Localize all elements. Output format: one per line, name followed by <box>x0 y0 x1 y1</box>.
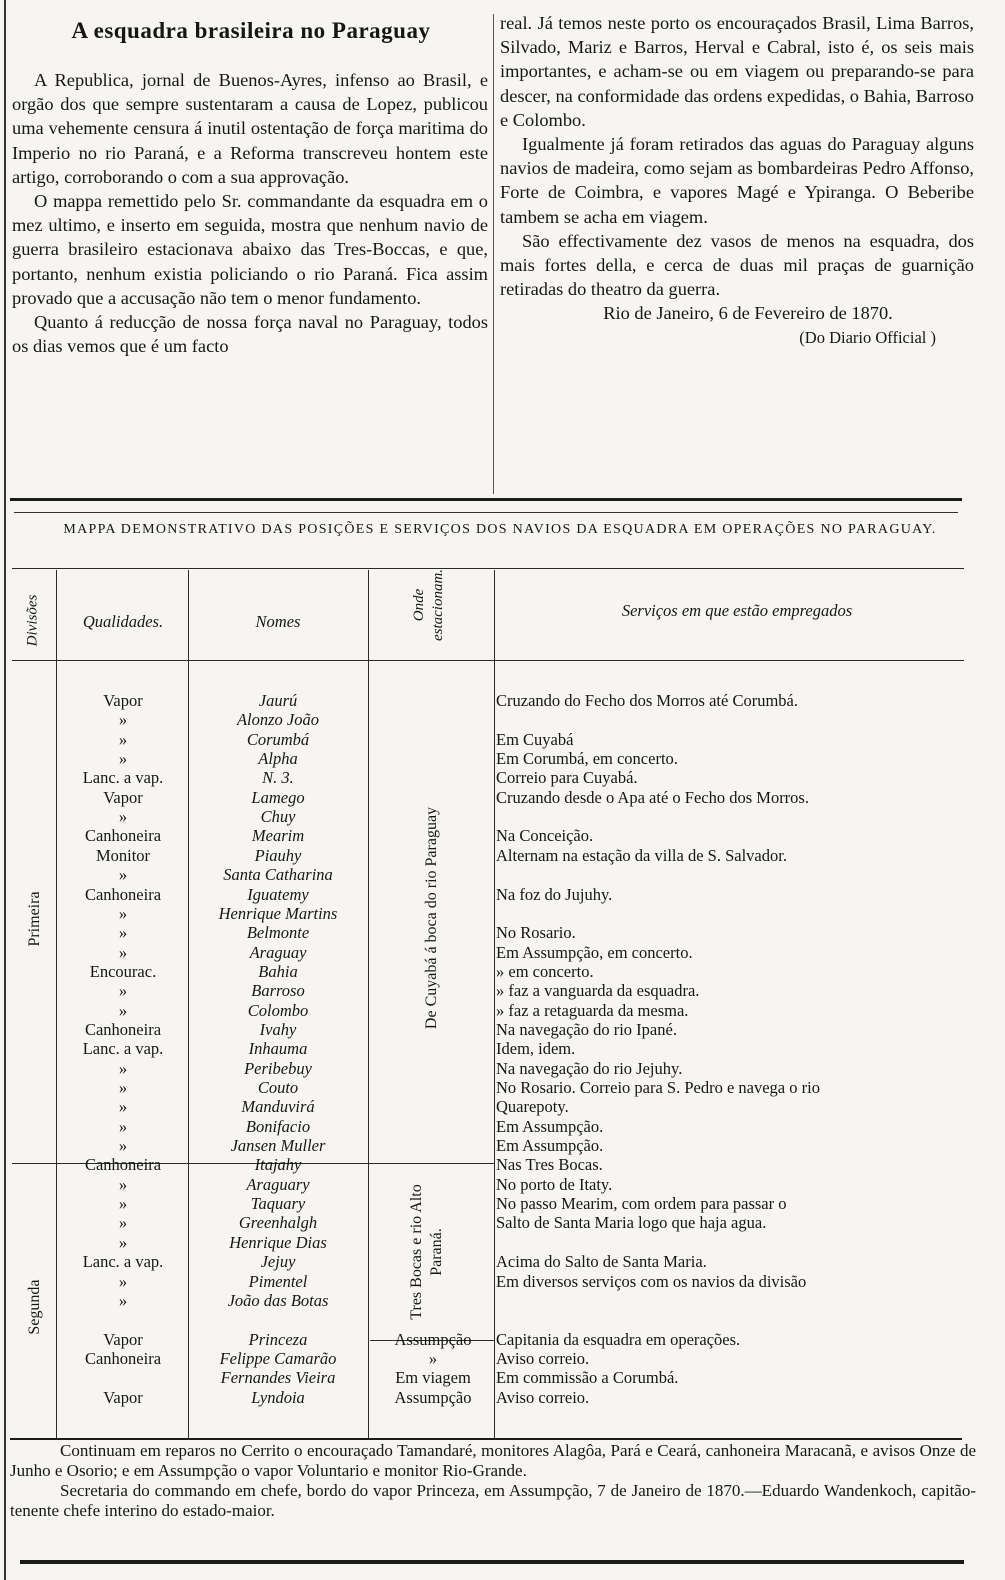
servico-cell: Em Assumpção. <box>496 1136 604 1156</box>
qualidade-cell: » <box>118 923 128 943</box>
nome-cell: Barroso <box>251 981 305 1001</box>
table-row <box>0 710 980 729</box>
table-row <box>0 1194 980 1213</box>
servico-cell: Quarepoty. <box>496 1097 569 1117</box>
qualidade-cell: » <box>118 903 128 923</box>
table-row <box>0 865 980 884</box>
servico-cell: Em Corumbá, em concerto. <box>496 749 678 769</box>
table-row <box>0 749 980 768</box>
nome-cell: Lyndoia <box>251 1387 305 1407</box>
servico-cell: » faz a retaguarda da mesma. <box>496 1000 689 1020</box>
article-paragraph: São effectivamente dez vasos de menos na esquadra, dos mais fortes della, e cerca de duas mil praças de guarnição retiradas do theatro da guerra. <box>500 230 974 300</box>
qualidade-cell: » <box>118 1194 128 1214</box>
table-row <box>0 826 980 845</box>
article-paragraph: Quanto á reducção de nossa força naval no Paraguay, todos os dias vemos que é um facto <box>12 312 488 357</box>
table-row <box>0 807 980 826</box>
servico-cell: Na navegação do rio Jejuhy. <box>496 1058 683 1078</box>
servico-cell: No passo Mearim, com ordem para passar o <box>496 1194 787 1214</box>
article-paragraph: Igualmente já foram retirados das aguas do Paraguay alguns navios de madeira, como sejam as bombardeiras Pedro Affonso, Forte de Coimbra, e vapores Magé e Ypiranga. O Beberibe tambem se acha em viagem. <box>500 134 974 227</box>
nome-cell: Couto <box>257 1078 299 1097</box>
nome-cell: Alonzo João <box>236 710 320 730</box>
table-row <box>0 1020 980 1039</box>
table-row <box>0 846 980 865</box>
table-row <box>0 1078 980 1097</box>
footer-notes <box>10 1441 976 1521</box>
table-row <box>0 1136 980 1155</box>
servico-cell: Em Assumpção. <box>496 1116 604 1136</box>
nome-cell: Chuy <box>260 807 296 827</box>
table-row <box>0 1059 980 1078</box>
estacao-cell: Assumpção <box>394 1329 472 1349</box>
nome-cell: Felippe Camarão <box>219 1348 337 1368</box>
header-servicos: Serviços em que estão empregados <box>621 601 853 620</box>
servico-cell: Em commissão a Corumbá. <box>496 1368 679 1388</box>
header-nomes: Nomes <box>255 612 301 631</box>
table-row <box>0 1155 980 1174</box>
nome-cell: Henrique Dias <box>229 1232 327 1252</box>
article-paragraph: real. Já temos neste porto os encouraçados Brasil, Lima Barros, Silvado, Mariz e Barros, Herval e Cabral, isto é, os seis mais importantes, e acham-se ou em viagem ou preparando-se para descer, na conformidade das ordens expedidas, o Bahia, Barroso e Colombo. <box>500 13 974 130</box>
column-divider <box>493 14 494 494</box>
qualidade-cell: » <box>118 1232 128 1252</box>
table-row <box>0 904 980 923</box>
servico-cell: Capitania da esquadra em operações. <box>496 1329 741 1349</box>
header-divisoes: Divisões <box>24 594 41 647</box>
table-row <box>0 981 980 1000</box>
table-row <box>0 1175 980 1194</box>
nome-cell: Pimentel <box>248 1271 308 1291</box>
nome-cell: Araguay <box>249 942 307 962</box>
estacao-cell: Em viagem <box>395 1368 471 1388</box>
table-row <box>0 885 980 904</box>
nome-cell: Bahia <box>258 961 298 981</box>
table-row <box>0 962 980 981</box>
footer-paragraph: Continuam em reparos no Cerrito o encouraçado Tamandaré, monitores Alagôa, Pará e Ceará, canhoneira Maracanã, e avisos Onze de Junho e Osorio; e em Assumpção o vapor Voluntario e monitor Rio-Grande. <box>10 1441 976 1480</box>
servico-cell: Em Assumpção, em concerto. <box>496 942 693 962</box>
qualidade-cell: » <box>118 807 128 827</box>
table-row <box>0 1291 980 1310</box>
qualidade-cell: » <box>118 1174 128 1194</box>
article-title: A esquadra brasileira no Paraguay <box>71 18 431 43</box>
nome-cell: Araguary <box>246 1174 310 1194</box>
nome-cell: Ivahy <box>259 1019 297 1039</box>
qualidade-cell: » <box>118 1136 128 1156</box>
table-header-rule <box>12 660 964 661</box>
qualidade-cell: Canhoneira <box>84 1348 162 1368</box>
article-paragraph: A Republica, jornal de Buenos-Ayres, infenso ao Brasil, e orgão dos que sempre sustentaram a causa de Lopez, publicou uma vehemente censura á inutil ostentação de força maritima do Imperio no rio Paraná, e a Reforma transcreveu hontem este artigo, corroborando o com a sua approvação. <box>12 70 488 187</box>
qualidade-cell: Lanc. a vap. <box>82 1252 164 1272</box>
servico-cell: Em diversos serviços com os navios da divisão <box>496 1271 807 1291</box>
servico-cell: Aviso correio. <box>496 1348 590 1368</box>
servico-cell: Aviso correio. <box>496 1387 590 1407</box>
nome-cell: Princeza <box>248 1329 308 1349</box>
qualidade-cell: » <box>118 1000 128 1020</box>
qualidade-cell: » <box>118 1097 128 1117</box>
article-dateline: Rio de Janeiro, 6 de Fevereiro de 1870. <box>603 303 893 324</box>
qualidade-cell: Canhoneira <box>84 1019 162 1039</box>
nome-cell: Jejuy <box>260 1252 296 1272</box>
table-row <box>0 1310 980 1329</box>
qualidade-cell: Canhoneira <box>84 884 162 904</box>
qualidade-cell: » <box>118 749 128 769</box>
table-row <box>0 1349 980 1368</box>
article-left-column <box>12 68 488 358</box>
table-row <box>0 1368 980 1387</box>
qualidade-cell: » <box>118 865 128 885</box>
servico-cell: No Rosario. <box>496 923 576 943</box>
nome-cell: Belmonte <box>246 923 310 943</box>
station-primeira: De Cuyabá á boca do rio Paraguay <box>423 806 440 1030</box>
qualidade-cell: Lanc. a vap. <box>82 1039 164 1059</box>
table-row <box>0 943 980 962</box>
nome-cell: Mearim <box>251 826 305 846</box>
nome-cell: Peribebuy <box>244 1058 312 1078</box>
nome-cell: Inhauma <box>248 1039 308 1059</box>
nome-cell: Itajahy <box>254 1155 302 1175</box>
section-rule-thin <box>14 512 958 513</box>
footer-paragraph: Secretaria do commando em chefe, bordo do vapor Princeza, em Assumpção, 7 de Janeiro de 1870.—Eduardo Wandenkoch, capitão-tenente chefe interino do estado-maior. <box>10 1481 976 1520</box>
qualidade-cell: » <box>118 1271 128 1291</box>
division-segunda: Segunda <box>26 1279 43 1335</box>
table-title: MAPPA DEMONSTRATIVO DAS POSIÇÕES E SERVIÇOS DOS NAVIOS DA ESQUADRA EM OPERAÇÕES NO PARAGUAY. <box>63 522 937 537</box>
nome-cell: Greenhalgh <box>238 1213 318 1233</box>
servico-cell: Alternam na estação da villa de S. Salvador. <box>496 845 787 865</box>
table-row <box>0 691 980 710</box>
division-primeira: Primeira <box>26 891 43 947</box>
table-row <box>0 1097 980 1116</box>
servico-cell: Acima do Salto de Santa Maria. <box>496 1252 707 1272</box>
nome-cell: Jaurú <box>258 691 298 710</box>
nome-cell: Lamego <box>251 787 305 807</box>
qualidade-cell: Canhoneira <box>84 1155 162 1175</box>
station-segunda: Tres Bocas e rio Alto Paraná. <box>408 1184 445 1320</box>
qualidade-cell: Vapor <box>103 691 143 710</box>
section-rule <box>10 498 962 501</box>
estacao-cell: Assumpção <box>394 1387 472 1407</box>
nome-cell: Piauhy <box>254 845 302 865</box>
qualidade-cell: Monitor <box>95 845 151 865</box>
qualidade-cell: Encourac. <box>89 961 157 981</box>
table-row <box>0 1039 980 1058</box>
servico-cell: Na navegação do rio Ipané. <box>496 1019 677 1039</box>
qualidade-cell: Canhoneira <box>84 826 162 846</box>
servico-cell: No Rosario. Correio para S. Pedro e navega o rio <box>496 1078 820 1097</box>
table-row <box>0 1252 980 1271</box>
qualidade-cell: » <box>118 1078 128 1097</box>
table-row <box>0 1213 980 1232</box>
servico-cell: Em Cuyabá <box>496 729 574 749</box>
header-onde: Onde estacionam. <box>411 568 446 642</box>
qualidade-cell: » <box>118 942 128 962</box>
servico-cell: » faz a vanguarda da esquadra. <box>496 981 700 1001</box>
qualidade-cell: » <box>118 1290 128 1310</box>
nome-cell: João das Botas <box>227 1290 329 1310</box>
header-qualidades: Qualidades. <box>82 612 164 631</box>
table-row <box>0 768 980 787</box>
nome-cell: Manduvirá <box>241 1097 315 1117</box>
nome-cell: Henrique Martins <box>218 903 338 923</box>
qualidade-cell: » <box>118 1058 128 1078</box>
qualidade-cell: Vapor <box>103 1329 143 1349</box>
nome-cell: Bonifacio <box>245 1116 311 1136</box>
qualidade-cell: » <box>118 1116 128 1136</box>
table-row <box>0 1388 980 1407</box>
nome-cell: Alpha <box>258 749 298 769</box>
page-bottom-rule <box>20 1560 964 1564</box>
servico-cell: Correio para Cuyabá. <box>496 768 638 788</box>
servico-cell: Na foz do Jujuhy. <box>496 884 613 904</box>
article-source: (Do Diario Official ) <box>799 327 936 347</box>
table-row <box>0 1117 980 1136</box>
table-row <box>0 1233 980 1252</box>
servico-cell: Salto de Santa Maria logo que haja agua. <box>496 1213 767 1233</box>
servico-cell: Cruzando do Fecho dos Morros até Corumbá. <box>496 691 798 710</box>
servico-cell: Na Conceição. <box>496 826 594 846</box>
qualidade-cell: » <box>118 1213 128 1233</box>
nome-cell: N. 3. <box>262 768 294 788</box>
qualidade-cell: » <box>118 729 128 749</box>
nome-cell: Corumbá <box>246 729 310 749</box>
nome-cell: Fernandes Vieira <box>220 1368 336 1388</box>
table-row <box>0 1001 980 1020</box>
table-row <box>0 923 980 942</box>
table-row <box>0 730 980 749</box>
nome-cell: Jansen Muller <box>230 1136 326 1156</box>
qualidade-cell: Lanc. a vap. <box>82 768 164 788</box>
servico-cell: No porto de Itaty. <box>496 1174 613 1194</box>
nome-cell: Iguatemy <box>247 884 309 904</box>
table-row <box>0 1272 980 1291</box>
article-paragraph: O mappa remettido pelo Sr. commandante da esquadra em o mez ultimo, e inserto em seguida, mostra que nenhum navio de guerra brasileiro estacionava abaixo das Tres-Boccas, e que, portanto, nenhum existia policiando o rio Paraná. Fica assim provado que a accusação não tem o menor fundamento. <box>12 191 488 308</box>
nome-cell: Santa Catharina <box>223 865 333 885</box>
nome-cell: Taquary <box>250 1194 306 1214</box>
qualidade-cell: » <box>118 710 128 730</box>
servico-cell: » em concerto. <box>496 961 594 981</box>
qualidade-cell: Vapor <box>103 1387 143 1407</box>
servico-cell: Nas Tres Bocas. <box>496 1155 603 1175</box>
estacao-cell: » <box>428 1348 438 1368</box>
servico-cell: Cruzando desde o Apa até o Fecho dos Morros. <box>496 787 809 807</box>
table-bottom-rule <box>10 1438 962 1440</box>
nome-cell: Colombo <box>247 1000 309 1020</box>
qualidade-cell: » <box>118 981 128 1001</box>
article-right-column <box>500 11 974 350</box>
table-row <box>0 788 980 807</box>
servico-cell: Idem, idem. <box>496 1039 576 1059</box>
qualidade-cell: Vapor <box>103 787 143 807</box>
table-row <box>0 1330 980 1349</box>
table-top-rule <box>12 568 964 569</box>
